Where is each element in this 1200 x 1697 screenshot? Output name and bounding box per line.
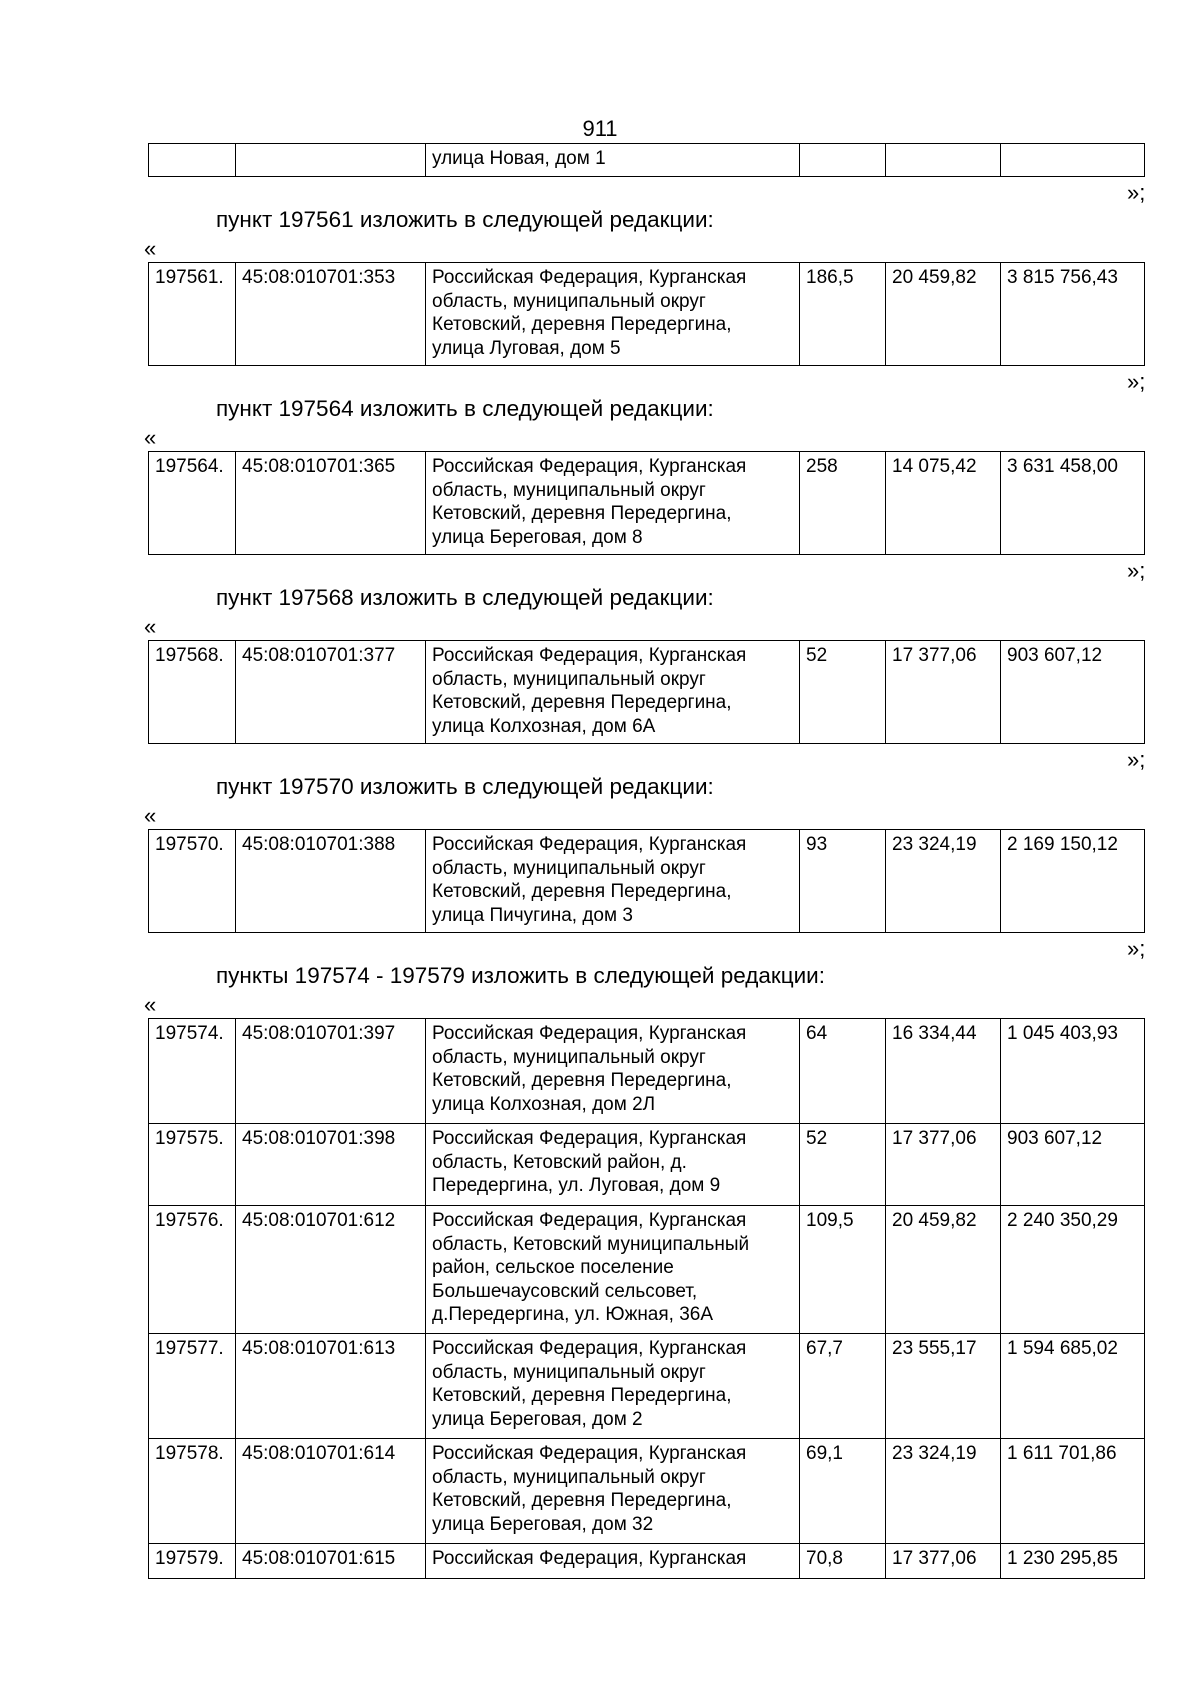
cell-value: 3 631 458,00 [1001,452,1145,555]
cell-area: 52 [800,1124,886,1206]
cell-cadastral: 45:08:010701:377 [236,641,426,744]
table-row [149,452,1145,555]
cell-area: 69,1 [800,1439,886,1544]
amendment-intro: пункт 197564 изложить в следующей редакции: [216,396,714,421]
cell-cadastral: 45:08:010701:614 [236,1439,426,1544]
table-row [149,1124,1145,1206]
closing-quote: »; [1127,747,1146,772]
table-row [149,1334,1145,1439]
amendment-intro: пункт 197561 изложить в следующей редакции: [216,207,714,232]
cell-price: 17 377,06 [886,641,1001,744]
cell-number: 197575. [149,1124,236,1206]
page-number: 911 [582,116,618,141]
cell-area: 52 [800,641,886,744]
cell-number: 197579. [149,1544,236,1579]
amendment-intro: пункты 197574 - 197579 изложить в следующей редакции: [216,963,826,988]
cell-price: 20 459,82 [886,1206,1001,1334]
cell-value [1001,144,1145,177]
cell-area: 109,5 [800,1206,886,1334]
cell-number: 197576. [149,1206,236,1334]
cell-price: 14 075,42 [886,452,1001,555]
cell-number: 197561. [149,263,236,366]
cell-area: 186,5 [800,263,886,366]
cell-number [149,144,236,177]
table-row [149,830,1145,933]
cell-value: 1 230 295,85 [1001,1544,1145,1579]
cell-value: 903 607,12 [1001,1124,1145,1206]
table-row [149,641,1145,744]
property-table [148,262,1145,366]
cell-address: Российская Федерация, Курганская [426,1544,800,1579]
cell-price: 17 377,06 [886,1124,1001,1206]
table-row [149,263,1145,366]
cell-value: 1 045 403,93 [1001,1019,1145,1124]
cell-value: 1 611 701,86 [1001,1439,1145,1544]
cell-price [886,144,1001,177]
cell-address: Российская Федерация, Курганская область, муниципальный округ Кетовский, деревня Передергина, улица Береговая, дом 8 [426,452,800,555]
cell-cadastral: 45:08:010701:388 [236,830,426,933]
property-table [148,640,1145,744]
cell-value: 3 815 756,43 [1001,263,1145,366]
table-row [149,144,1145,177]
cell-address: улица Новая, дом 1 [426,144,800,177]
opening-quote: « [144,236,157,261]
cell-cadastral: 45:08:010701:612 [236,1206,426,1334]
cell-address: Российская Федерация, Курганская область, Кетовский муниципальный район, сельское поселение Большечаусовский сельсовет, д.Передергина, ул. Южная, 36А [426,1206,800,1334]
cell-area: 67,7 [800,1334,886,1439]
cell-area: 258 [800,452,886,555]
cell-cadastral: 45:08:010701:397 [236,1019,426,1124]
cell-price: 16 334,44 [886,1019,1001,1124]
closing-quote: »; [1127,180,1146,205]
closing-quote: »; [1127,558,1146,583]
cell-area: 70,8 [800,1544,886,1579]
cell-number: 197568. [149,641,236,744]
property-table-continuation [148,143,1145,177]
cell-area: 93 [800,830,886,933]
table-row [149,1019,1145,1124]
property-table [148,829,1145,933]
cell-cadastral: 45:08:010701:353 [236,263,426,366]
cell-price: 17 377,06 [886,1544,1001,1579]
opening-quote: « [144,803,157,828]
cell-area [800,144,886,177]
cell-address: Российская Федерация, Курганская область, Кетовский район, д. Передергина, ул. Луговая, дом 9 [426,1124,800,1206]
cell-number: 197577. [149,1334,236,1439]
cell-price: 20 459,82 [886,263,1001,366]
cell-cadastral: 45:08:010701:365 [236,452,426,555]
cell-value: 1 594 685,02 [1001,1334,1145,1439]
table-row [149,1206,1145,1334]
cell-value: 903 607,12 [1001,641,1145,744]
cell-number: 197570. [149,830,236,933]
opening-quote: « [144,614,157,639]
closing-quote: »; [1127,369,1146,394]
property-table [148,1018,1145,1579]
cell-cadastral: 45:08:010701:613 [236,1334,426,1439]
cell-area: 64 [800,1019,886,1124]
cell-cadastral: 45:08:010701:398 [236,1124,426,1206]
cell-cadastral [236,144,426,177]
closing-quote: »; [1127,936,1146,961]
cell-address: Российская Федерация, Курганская область, муниципальный округ Кетовский, деревня Передергина, улица Пичугина, дом 3 [426,830,800,933]
opening-quote: « [144,992,157,1017]
cell-price: 23 555,17 [886,1334,1001,1439]
cell-address: Российская Федерация, Курганская область, муниципальный округ Кетовский, деревня Передергина, улица Береговая, дом 2 [426,1334,800,1439]
property-table [148,451,1145,555]
opening-quote: « [144,425,157,450]
table-row [149,1439,1145,1544]
cell-address: Российская Федерация, Курганская область, муниципальный округ Кетовский, деревня Передергина, улица Береговая, дом 32 [426,1439,800,1544]
cell-value: 2 240 350,29 [1001,1206,1145,1334]
cell-value: 2 169 150,12 [1001,830,1145,933]
amendment-intro: пункт 197568 изложить в следующей редакции: [216,585,714,610]
amendment-intro: пункт 197570 изложить в следующей редакции: [216,774,714,799]
cell-address: Российская Федерация, Курганская область, муниципальный округ Кетовский, деревня Передергина, улица Луговая, дом 5 [426,263,800,366]
cell-price: 23 324,19 [886,1439,1001,1544]
table-row [149,1544,1145,1579]
cell-number: 197564. [149,452,236,555]
cell-address: Российская Федерация, Курганская область, муниципальный округ Кетовский, деревня Передергина, улица Колхозная, дом 2Л [426,1019,800,1124]
cell-number: 197578. [149,1439,236,1544]
cell-number: 197574. [149,1019,236,1124]
cell-cadastral: 45:08:010701:615 [236,1544,426,1579]
cell-address: Российская Федерация, Курганская область, муниципальный округ Кетовский, деревня Передергина, улица Колхозная, дом 6А [426,641,800,744]
cell-price: 23 324,19 [886,830,1001,933]
